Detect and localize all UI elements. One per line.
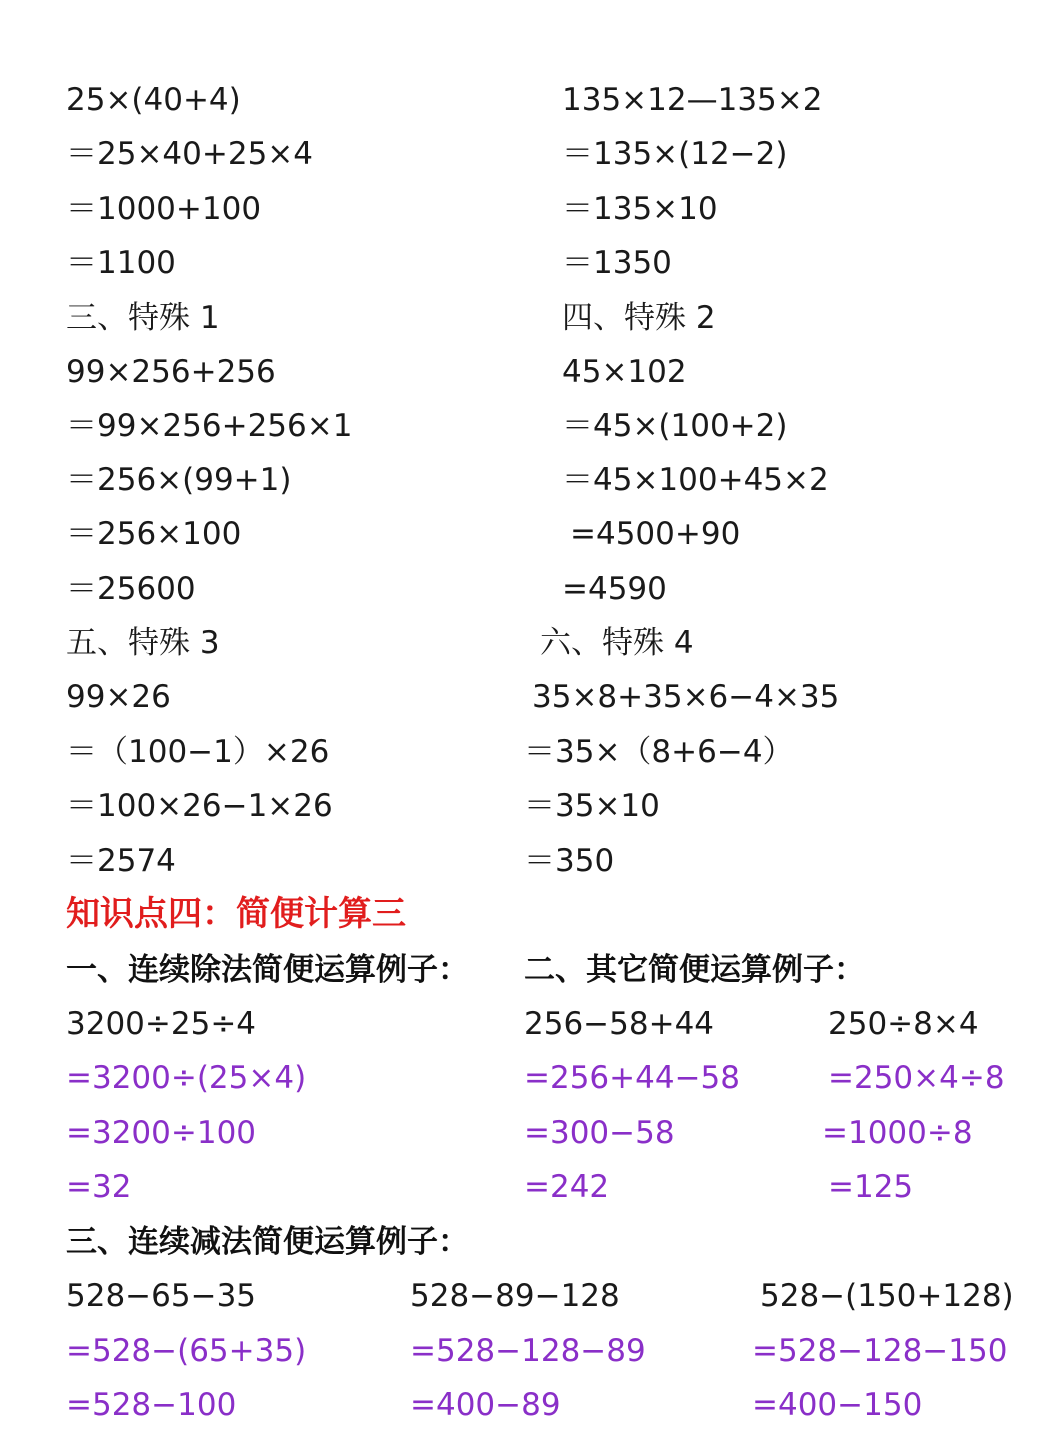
expr-line: ＝135×(12−2) [562,136,788,172]
expr-line: ＝100×26−1×26 [66,788,333,824]
expr-line: 528−65−35 [66,1278,257,1314]
expr-line: ＝45×100+45×2 [562,462,829,498]
expr-line: ＝1350 [562,245,672,281]
result-line: =242 [524,1169,610,1205]
expr-line: ＝35×10 [524,788,660,824]
result-line: =250×4÷8 [828,1060,1005,1096]
expr-line: 35×8+35×6−4×35 [532,679,840,715]
expr-line: 99×26 [66,679,171,715]
subsection-heading: 一、连续除法简便运算例子： [66,952,469,988]
result-line: =3200÷(25×4) [66,1060,307,1096]
result-line: =528−128−150 [752,1333,1008,1369]
result-line: =125 [828,1169,914,1205]
expr-line: ＝135×10 [562,191,718,227]
expr-line: ＝（100−1）×26 [66,734,330,770]
subsection-heading: 二、其它简便运算例子： [524,952,865,988]
expr-line: =4500+90 [570,516,741,552]
result-line: =1000÷8 [822,1115,973,1151]
expr-line: 256−58+44 [524,1006,715,1042]
section-title: 六、特殊 4 [540,625,694,661]
expr-line: ＝45×(100+2) [562,408,788,444]
expr-line: ＝1000+100 [66,191,262,227]
expr-line: ＝25600 [66,571,196,607]
result-line: =3200÷100 [66,1115,257,1151]
subsection-heading: 三、连续减法简便运算例子： [66,1224,469,1260]
result-line: =400−89 [410,1387,561,1423]
expr-line: ＝25×40+25×4 [66,136,313,172]
expr-line: 45×102 [562,354,687,390]
expr-line: 3200÷25÷4 [66,1006,257,1042]
expr-line: 135×12—135×2 [562,82,823,118]
section-title: 五、特殊 3 [66,625,220,661]
expr-line: ＝2574 [66,843,176,879]
result-line: =528−128−89 [410,1333,646,1369]
expr-line: ＝99×256+256×1 [66,408,353,444]
knowledge-point-heading: 知识点四：简便计算三 [66,894,406,934]
expr-line: ＝256×100 [66,516,242,552]
section-title: 四、特殊 2 [562,300,716,336]
result-line: =32 [66,1169,132,1205]
expr-line: ＝350 [524,843,615,879]
result-line: =528−100 [66,1387,237,1423]
expr-line: 99×256+256 [66,354,276,390]
result-line: =300−58 [524,1115,675,1151]
section-title: 三、特殊 1 [66,300,220,336]
result-line: =256+44−58 [524,1060,740,1096]
expr-line: ＝35×（8+6−4） [524,734,794,770]
expr-line: 528−89−128 [410,1278,620,1314]
result-line: =400−150 [752,1387,923,1423]
expr-line: ＝1100 [66,245,176,281]
expr-line: 25×(40+4) [66,82,241,118]
expr-line: 250÷8×4 [828,1006,979,1042]
expr-line: =4590 [562,571,667,607]
expr-line: ＝256×(99+1) [66,462,292,498]
expr-line: 528−(150+128) [760,1278,1014,1314]
result-line: =528−(65+35) [66,1333,307,1369]
